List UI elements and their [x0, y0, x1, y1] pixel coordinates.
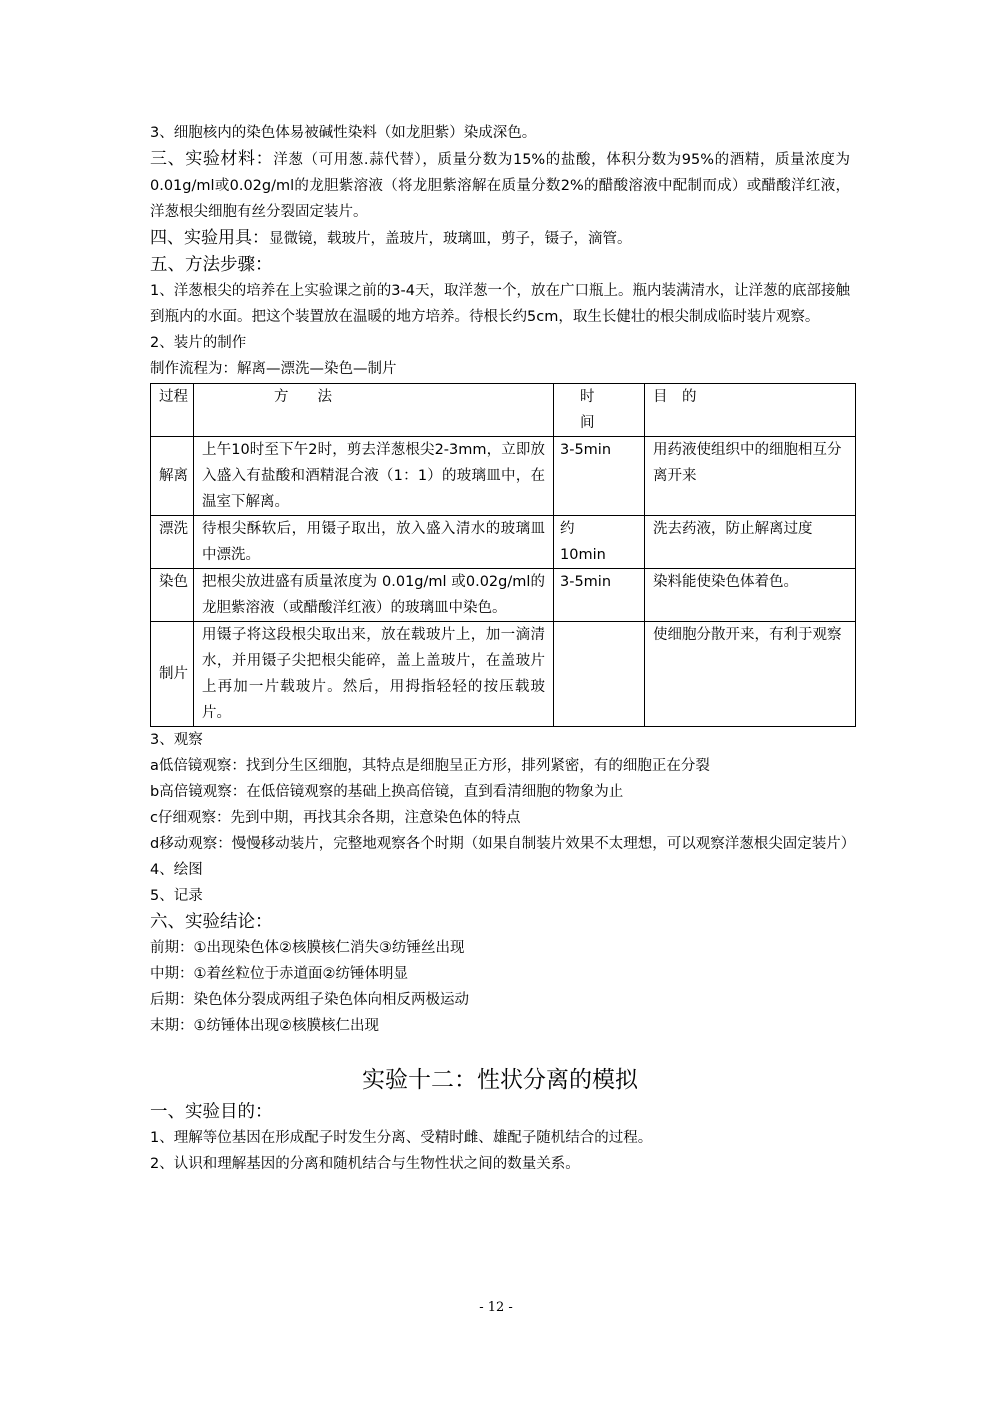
document-page — [150, 120, 856, 1177]
table-row — [151, 437, 856, 516]
experiment12-aim1: 1、理解等位基因在形成配子时发生分离、受精时雌、雄配子随机结合的过程。 — [150, 1130, 653, 1146]
header-method: 方 法 — [194, 384, 554, 437]
row-time — [554, 516, 645, 569]
step2-title: 2、装片的制作 — [150, 335, 247, 351]
row-process: 制片 — [151, 622, 194, 727]
table-row — [151, 622, 856, 727]
observe-c: c仔细观察：先到中期，再找其余各期，注意染色体的特点 — [150, 810, 521, 826]
procedure-table — [150, 383, 856, 727]
row-method: 把根尖放进盛有质量浓度为 0.01g/ml 或0.02g/ml的龙胆紫溶液（或醋酸洋红液）的玻璃皿中染色。 — [194, 569, 554, 622]
row-time: 3-5min — [554, 569, 645, 622]
conclusion-anaphase: 后期：染色体分裂成两组子染色体向相反两极运动 — [150, 992, 469, 1008]
row-process: 染色 — [151, 569, 194, 622]
observe-b: b高倍镜观察：在低倍镜观察的基础上换高倍镜，直到看清细胞的物象为止 — [150, 784, 624, 800]
experiment12-title: 实验十二：性状分离的模拟 — [362, 1067, 638, 1093]
header-purpose: 目 的 — [645, 384, 856, 437]
tools-heading: 四、实验用具： — [150, 228, 269, 248]
experiment12-aim-heading: 一、实验目的： — [150, 1102, 273, 1122]
steps-heading: 五、方法步骤： — [150, 255, 273, 275]
observe-a: a低倍镜观察：找到分生区细胞，其特点是细胞呈正方形，排列紧密，有的细胞正在分裂 — [150, 758, 710, 774]
row-purpose: 使细胞分散开来，有利于观察 — [645, 622, 856, 727]
row-method: 上午10时至下午2时，剪去洋葱根尖2-3mm，立即放入盛入有盐酸和酒精混合液（1：1）的玻璃皿中，在温室下解离。 — [194, 437, 554, 516]
header-time — [554, 384, 645, 437]
step1-paragraph: 1、洋葱根尖的培养在上实验课之前的3-4天，取洋葱一个，放在广口瓶上。瓶内装满清水，让洋葱的底部接触到瓶内的水面。把这个装置放在温暖的地方培养。待根长约5cm，取生长健壮的根尖制成临时装片观察。 — [150, 283, 850, 325]
row-method: 待根尖酥软后，用镊子取出，放入盛入清水的玻璃皿中漂洗。 — [194, 516, 554, 569]
header-time-text: 时间 — [580, 389, 595, 431]
conclusion-metaphase: 中期：①着丝粒位于赤道面②纺锤体明显 — [150, 966, 408, 982]
record-line: 5、记录 — [150, 888, 203, 904]
experiment12-aim2: 2、认识和理解基因的分离和随机结合与生物性状之间的数量关系。 — [150, 1156, 580, 1172]
header-process: 过程 — [151, 384, 194, 437]
conclusion-prophase: 前期：①出现染色体②核膜核仁消失③纺锤丝出现 — [150, 940, 465, 956]
conclusion-heading: 六、实验结论： — [150, 912, 273, 932]
page-number: - 12 - — [479, 1300, 513, 1315]
table-header-row — [151, 384, 856, 437]
materials-paragraph — [150, 146, 850, 225]
table-row — [151, 516, 856, 569]
row-process: 漂洗 — [151, 516, 194, 569]
materials-heading: 三、实验材料： — [150, 149, 274, 169]
observe-title: 3、观察 — [150, 732, 203, 748]
row-method: 用镊子将这段根尖取出来，放在载玻片上，加一滴清水，并用镊子尖把根尖能碎，盖上盖玻片，在盖玻片上再加一片载玻片。然后，用拇指轻轻的按压载玻片。 — [194, 622, 554, 727]
conclusion-telophase: 末期：①纺锤体出现②核膜核仁出现 — [150, 1018, 379, 1034]
row-purpose: 染料能使染色体着色。 — [645, 569, 856, 622]
row-purpose: 洗去药液，防止解离过度 — [645, 516, 856, 569]
table-row — [151, 569, 856, 622]
draw-line: 4、绘图 — [150, 862, 203, 878]
row-purpose: 用药液使组织中的细胞相互分离开来 — [645, 437, 856, 516]
flow-line: 制作流程为：解离—漂洗—染色—制片 — [150, 361, 397, 377]
intro-line: 3、细胞核内的染色体易被碱性染料（如龙胆紫）染成深色。 — [150, 125, 537, 141]
materials-text: 洋葱（可用葱.蒜代替），质量分数为15%的盐酸，体积分数为95%的酒精，质量浓度为0.01g/ml或0.02g/ml的龙胆紫溶液（将龙胆紫溶解在质量分数2%的醋酸溶液中配制而成）或醋酸洋红液，洋葱根尖细胞有丝分裂固定装片。 — [150, 152, 850, 220]
row-time-text: 约10min — [560, 521, 606, 563]
tools-text: 显微镜，载玻片，盖玻片，玻璃皿，剪子，镊子，滴管。 — [269, 231, 632, 247]
tools-paragraph — [150, 225, 850, 252]
observe-d: d移动观察：慢慢移动装片，完整地观察各个时期（如果自制装片效果不太理想，可以观察洋葱根尖固定装片） — [150, 836, 856, 852]
row-time — [554, 622, 645, 727]
row-time: 3-5min — [554, 437, 645, 516]
row-process: 解离 — [151, 437, 194, 516]
